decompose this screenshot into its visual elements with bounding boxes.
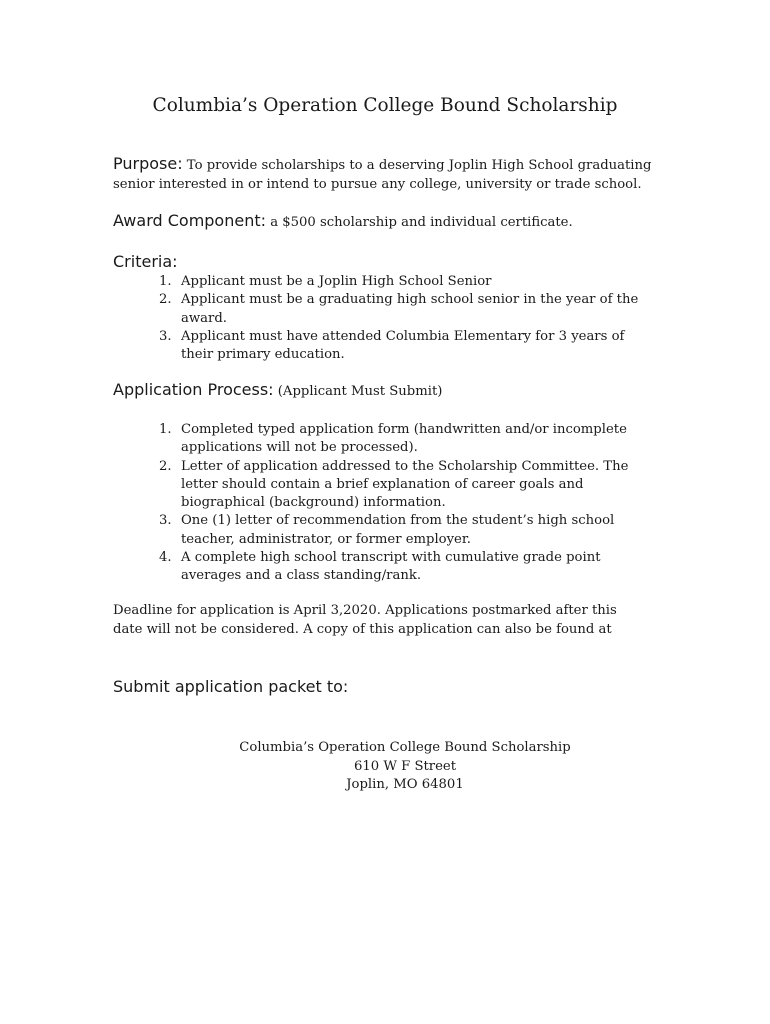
mailing-address [0,739,770,795]
application-process-note: (Applicant Must Submit) [273,384,443,399]
list-item: 3. Applicant must have attended Columbia Elementary for 3 years of their primary education. [159,328,625,363]
list-item: 1. Applicant must be a Joplin High School Senior [159,274,492,289]
deadline-paragraph: Deadline for application is April 3,2020. Applications postmarked after this date will not be considered. A copy of this application can also be found at [113,603,617,637]
address-line-3: Joplin, MO 64801 [346,777,464,792]
submit-heading: Submit application packet to: [113,677,349,696]
criteria-list [113,273,658,364]
list-item: 2. Applicant must be a graduating high school senior in the year of the award. [159,292,639,326]
address-line-1: Columbia’s Operation College Bound Scholarship [239,740,571,755]
application-process-section [113,381,673,402]
award-text: a $500 scholarship and individual certificate. [266,215,573,230]
purpose-text: To provide scholarships to a deserving Joplin High School graduating senior interested in or intend to pursue any college, university or trade school. [113,158,652,192]
purpose-section [113,155,673,194]
list-item: 4. A complete high school transcript with cumulative grade point averages and a class standing/rank. [159,550,601,584]
document-title: Columbia’s Operation College Bound Scholarship [152,95,618,116]
application-process-label: Application Process: [113,380,274,399]
award-label: Award Component: [113,211,267,230]
award-section [113,212,673,233]
address-line-2: 610 W F Street [354,758,456,774]
criteria-heading: Criteria: [113,252,178,271]
list-item: 3. One (1) letter of recommendation from the student’s high school teacher, administrator, or former employer. [159,513,615,547]
list-item: 1. Completed typed application form (handwritten and/or incomplete applications will not be processed). [159,422,627,456]
list-item: 2. Letter of application addressed to the Scholarship Committee. The letter should contain a brief explanation of career goals and biographical (background) information. [159,458,629,511]
application-process-list [113,421,658,586]
purpose-label: Purpose: [113,154,183,173]
